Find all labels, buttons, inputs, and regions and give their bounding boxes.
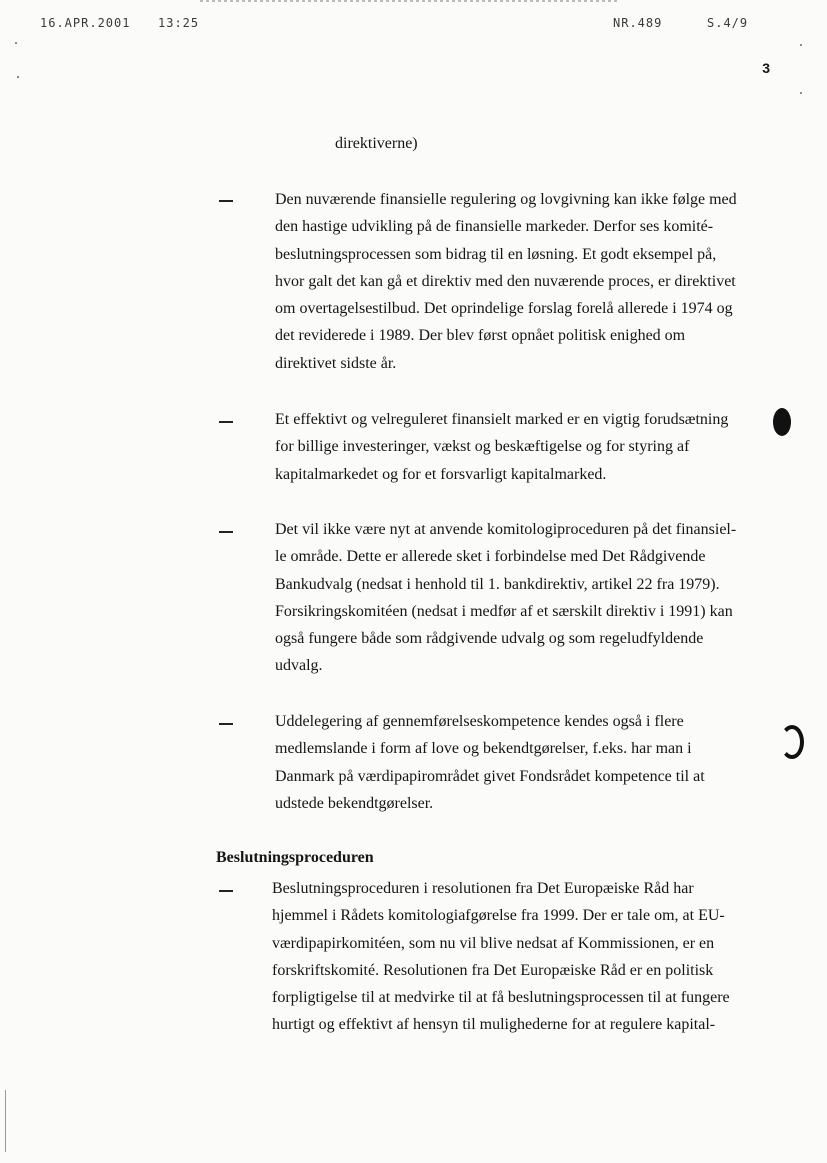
bullet-dash [219, 723, 233, 725]
page-number: 3 [762, 60, 770, 76]
text-line: direktivet sidste år. [275, 354, 397, 372]
text-line: Uddelegering af gennemførelseskompetence kendes også i flere [275, 713, 684, 730]
text-line: Forsikringskomitéen (nedsat i medfør af et særskilt direktiv i 1991) kan [275, 602, 733, 620]
fax-transmission-rule [200, 0, 620, 2]
fax-date: 16.APR.2001 [40, 16, 131, 30]
text-line: medlemslande i form af love og bekendtgørelser, f.eks. har man i [275, 740, 692, 758]
paragraph-1 [275, 186, 765, 377]
text-line: hvor galt det kan gå et direktiv med den nuværende proces, er direktivet [275, 272, 736, 290]
bullet-dash [219, 890, 233, 892]
fax-header [0, 16, 827, 36]
text-line: Danmark på værdipapirområdet givet Fondsrådet kompetence til at [275, 767, 705, 785]
punch-hole-mark [780, 725, 804, 759]
text-line: Bankudvalg (nedsat i henhold til 1. bankdirektiv, artikel 22 fra 1979). [275, 575, 720, 593]
continued-fragment: direktiverne) [335, 135, 418, 152]
scan-speck [800, 92, 802, 94]
text-line: det reviderede i 1989. Der blev først opnået politisk enighed om [275, 327, 686, 345]
text-line: kapitalmarkedet og for et forsvarligt kapitalmarked. [275, 465, 607, 483]
text-line: hjemmel i Rådets komitologiafgørelse fra 1999. Der er tale om, at EU- [272, 907, 725, 925]
text-line: værdipapirkomitéen, som nu vil blive nedsat af Kommissionen, er en [272, 934, 715, 952]
text-line: udvalg. [275, 657, 323, 675]
text-line: også fungere både som rådgivende udvalg og som regeludfyldende [275, 630, 704, 648]
fax-page: S.4/9 [707, 16, 749, 30]
text-line: Den nuværende finansielle regulering og lovgivning kan ikke følge med [275, 191, 737, 208]
text-line: beslutningsprocessen som bidrag til en løsning. Et godt eksempel på, [275, 245, 717, 263]
fax-time: 13:25 [158, 16, 200, 30]
paragraph-2 [275, 406, 765, 488]
punch-hole-mark [773, 408, 791, 436]
text-line: for billige investeringer, vækst og beskæftigelse og for styring af [275, 438, 690, 456]
paragraph-4 [275, 708, 765, 817]
scan-edge-mark [5, 1090, 6, 1152]
paragraph-5 [272, 875, 765, 1039]
bullet-dash [219, 421, 233, 423]
text-line: om overtagelsestilbud. Det oprindelige forslag forelå allerede i 1974 og [275, 300, 733, 318]
paragraph-3 [275, 516, 765, 680]
scan-speck [15, 42, 17, 44]
fax-number: NR.489 [613, 16, 663, 30]
scan-speck [800, 44, 802, 46]
section-heading: Beslutningsproceduren [216, 849, 374, 866]
text-line: Det vil ikke være nyt at anvende komitologiproceduren på det finansiel- [275, 521, 737, 538]
text-line: hurtigt og effektivt af hensyn til mulighederne for at regulere kapital- [272, 1016, 716, 1034]
text-line: forpligtigelse til at medvirke til at få beslutningsprocessen til at fungere [272, 989, 730, 1007]
bullet-dash [219, 531, 233, 533]
text-line: Beslutningsproceduren i resolutionen fra Det Europæiske Råd har [272, 880, 694, 897]
text-line: le område. Dette er allerede sket i forbindelse med Det Rådgivende [275, 548, 706, 566]
text-line: den hastige udvikling på de finansielle markeder. Derfor ses komité- [275, 218, 714, 236]
scan-speck [17, 76, 19, 78]
text-line: udstede bekendtgørelser. [275, 794, 434, 812]
text-line: Et effektivt og velreguleret finansielt marked er en vigtig forudsætning [275, 411, 729, 428]
text-line: forskriftskomité. Resolutionen fra Det Europæiske Råd er en politisk [272, 961, 714, 979]
bullet-dash [219, 200, 233, 202]
